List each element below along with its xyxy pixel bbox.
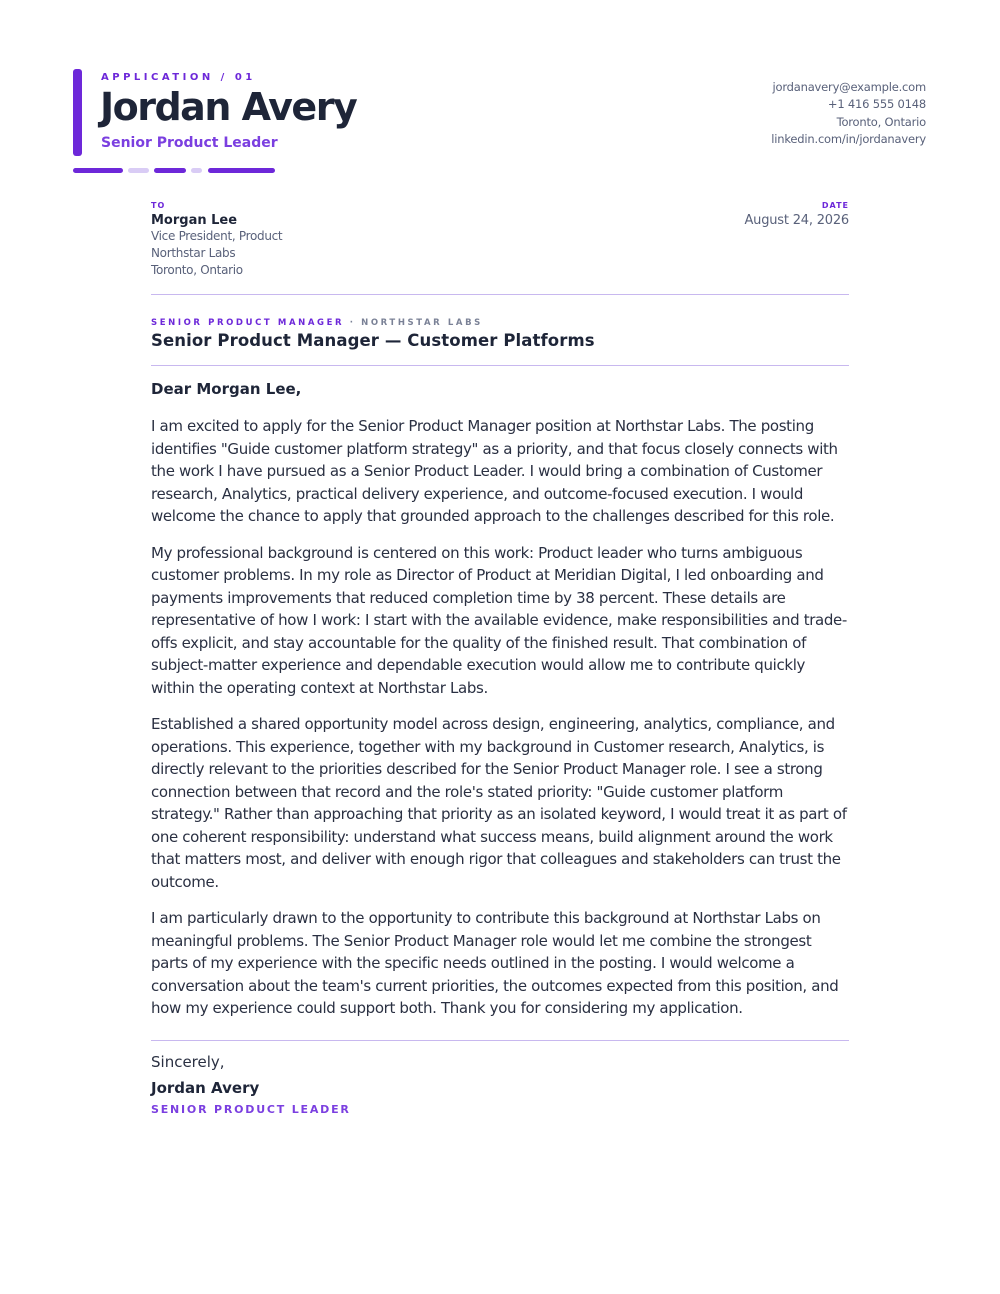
body-paragraph: I am excited to apply for the Senior Product Manager position at Northstar Labs. The posting identifies "Guide customer platform strategy" as a priority, and that focus closely connects with the work I have pursued as a Senior Product Leader. I would bring a combination of Customer research, Analytics, practical delivery experience, and outcome-focused execution. I would welcome the chance to apply that grounded approach to the challenges described for this role. bbox=[151, 417, 838, 525]
contact-block bbox=[771, 79, 926, 148]
subject-title: Senior Product Manager — Customer Platforms bbox=[151, 331, 595, 350]
segment bbox=[154, 168, 186, 173]
recipient-block bbox=[151, 201, 282, 279]
recipient-location: Toronto, Ontario bbox=[151, 263, 243, 277]
date-label: DATE bbox=[821, 201, 849, 210]
segment bbox=[128, 168, 149, 173]
divider bbox=[151, 365, 849, 366]
signature-name: Jordan Avery bbox=[151, 1079, 260, 1097]
divider bbox=[151, 294, 849, 295]
applicant-name: Jordan Avery bbox=[100, 85, 357, 129]
date-block bbox=[744, 201, 849, 228]
subject-kicker-separator: · bbox=[349, 318, 356, 328]
recipient-company: Northstar Labs bbox=[151, 246, 236, 260]
date-value: August 24, 2026 bbox=[744, 213, 849, 228]
applicant-role: Senior Product Leader bbox=[101, 135, 278, 151]
recipient-label: TO bbox=[151, 201, 166, 210]
segment bbox=[191, 168, 202, 173]
contact-phone[interactable]: +1 416 555 0148 bbox=[827, 97, 926, 112]
divider bbox=[151, 1040, 849, 1041]
subject-kicker-company: NORTHSTAR LABS bbox=[361, 318, 483, 328]
contact-linkedin[interactable]: linkedin.com/in/jordanavery bbox=[771, 131, 926, 146]
letter-body bbox=[151, 415, 851, 1034]
header-accent-bar bbox=[73, 69, 82, 156]
salutation: Dear Morgan Lee, bbox=[151, 380, 302, 398]
segment bbox=[73, 168, 123, 173]
application-eyebrow: APPLICATION / 01 bbox=[101, 72, 256, 83]
body-paragraph: I am particularly drawn to the opportunity to contribute this background at Northstar Labs on meaningful problems. The Senior Product Manager role would let me combine the strongest parts of my experience with the specific needs outlined in the posting. I would welcome a conversation about the team's current priorities, the outcomes expected from this position, and how my experience could support both. Thank you for considering my application. bbox=[151, 909, 839, 1017]
contact-location: Toronto, Ontario bbox=[836, 114, 926, 129]
subject-kicker-role: SENIOR PRODUCT MANAGER bbox=[151, 318, 345, 328]
body-paragraph: My professional background is centered on this work: Product leader who turns ambiguous customer problems. In my role as Director of Product at Meridian Digital, I led onboarding and payments improvements that reduced completion time by 38 percent. These details are representative of how I work: I start with the available evidence, make responsibilities and trade-offs explicit, and stay accountable for the quality of the finished result. That combination of subject-matter experience and dependable execution would allow me to contribute quickly within the operating context at Northstar Labs. bbox=[151, 543, 847, 697]
subject-kicker bbox=[151, 318, 483, 328]
body-paragraph: Established a shared opportunity model across design, engineering, analytics, compliance, and operations. This experience, together with my background in Customer research, Analytics, is directly relevant to the priorities described for the Senior Product Manager role. I see a strong connection between that record and the role's stated priority: "Guide customer platform strategy." Rather than approaching that priority as an isolated keyword, I would treat it as part of one coherent responsibility: understand what success means, build alignment around the work that matters most, and deliver with enough rigor that colleagues and stakeholders can trust the outcome. bbox=[151, 715, 847, 891]
recipient-title: Vice President, Product bbox=[151, 229, 283, 243]
contact-email[interactable]: jordanavery@example.com bbox=[772, 80, 926, 94]
recipient-name: Morgan Lee bbox=[151, 213, 238, 228]
closing: Sincerely, bbox=[151, 1053, 225, 1071]
segment bbox=[208, 168, 275, 173]
signature-role: SENIOR PRODUCT LEADER bbox=[151, 1103, 351, 1116]
